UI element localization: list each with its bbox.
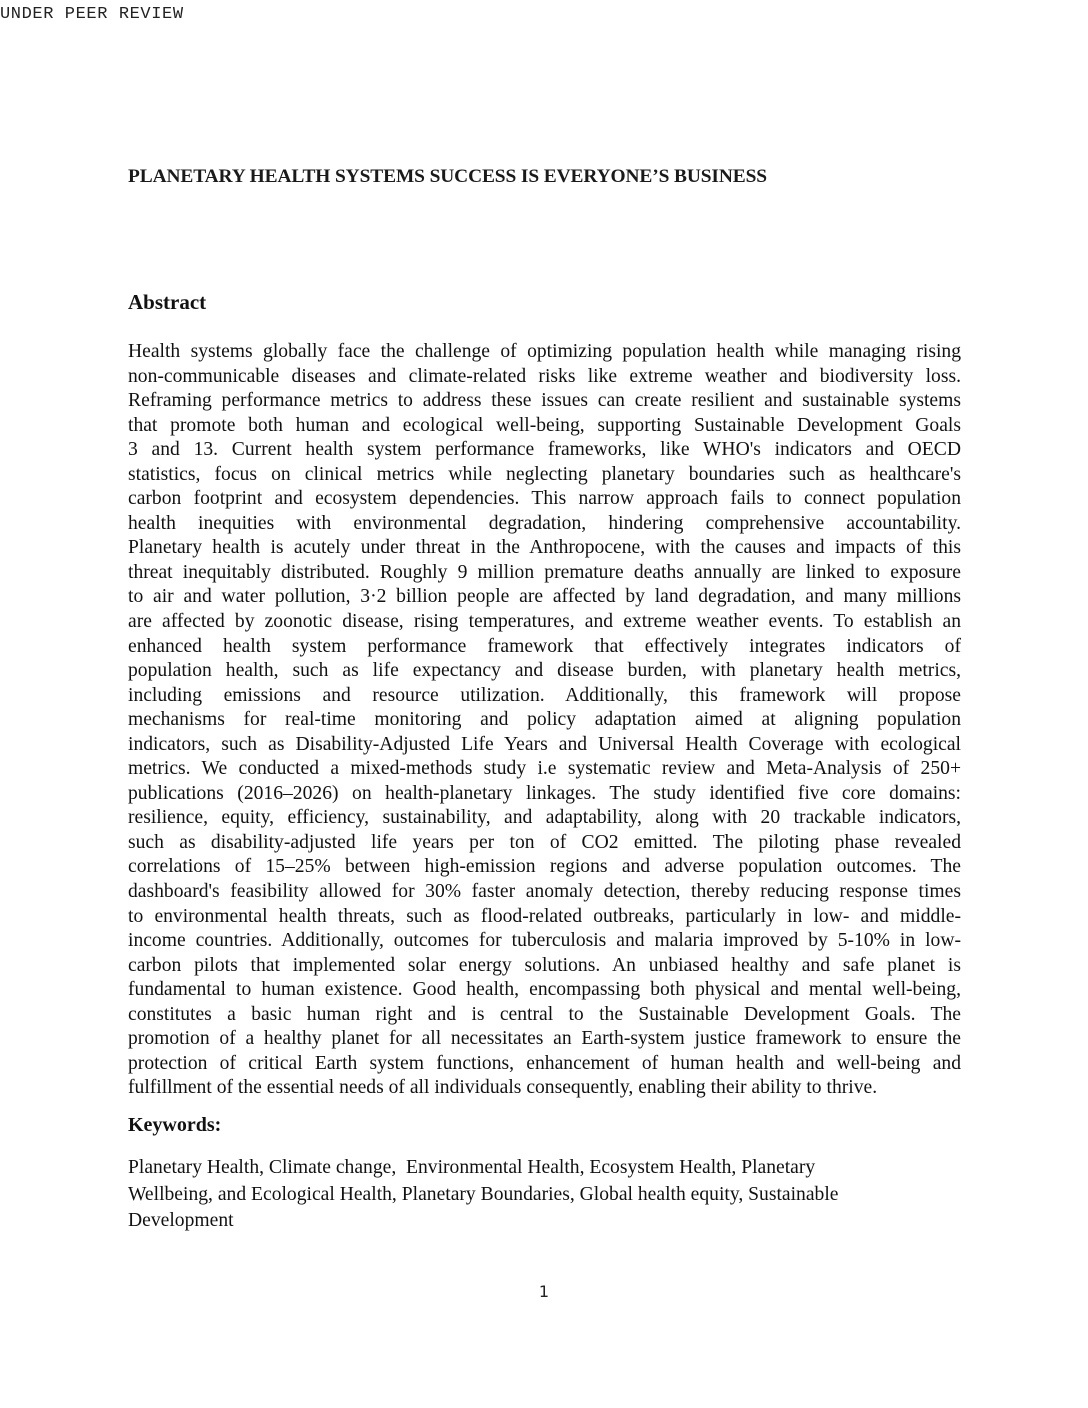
abstract-line: fulfillment of the essential needs of all individuals consequently, enabling their ability to thrive. (128, 1077, 878, 1099)
abstract-line: resilience, equity, efficiency, sustainability, and adaptability, along with 20 trackable indicators, (128, 807, 961, 829)
abstract-line: non-communicable diseases and climate-related risks like extreme weather and biodiversity loss. (128, 365, 961, 387)
keywords-line: Development (128, 1210, 234, 1231)
abstract-line: such as disability-adjusted life years per ton of CO2 emitted. The piloting phase revealed (128, 831, 961, 853)
abstract-line: including emissions and resource utilization. Additionally, this framework will propose (128, 684, 961, 706)
abstract-line: to air and water pollution, 3·2 billion people are affected by land degradation, and many millions (128, 586, 961, 608)
peer-review-watermark: UNDER PEER REVIEW (0, 5, 184, 24)
abstract-line: statistics, focus on clinical metrics while neglecting planetary boundaries such as healthcare's (128, 463, 961, 485)
abstract-body (128, 340, 961, 1101)
keywords-heading: Keywords: (128, 1114, 222, 1136)
abstract-line: correlations of 15–25% between high-emission regions and adverse population outcomes. The (128, 856, 961, 878)
abstract-line: promotion of a healthy planet for all necessitates an Earth-system justice framework to ensure the (128, 1028, 961, 1050)
keywords-line: Wellbeing, and Ecological Health, Planetary Boundaries, Global health equity, Sustainable (128, 1183, 839, 1205)
abstract-line: protection of critical Earth system functions, enhancement of human health and well-being and (128, 1052, 961, 1074)
keywords-line: Planetary Health, Climate change, Environmental Health, Ecosystem Health, Planetary (128, 1157, 816, 1178)
abstract-line: carbon pilots that implemented solar energy solutions. An unbiased healthy and safe planet is (128, 954, 961, 976)
abstract-line: dashboard's feasibility allowed for 30% faster anomaly detection, thereby reducing response times (128, 881, 961, 903)
paper-title: PLANETARY HEALTH SYSTEMS SUCCESS IS EVERYONE’S BUSINESS (128, 166, 767, 187)
abstract-line: enhanced health system performance framework that effectively integrates indicators of (128, 635, 961, 657)
abstract-line: constitutes a basic human right and is central to the Sustainable Development Goals. The (128, 1003, 961, 1025)
abstract-line: carbon footprint and ecosystem dependencies. This narrow approach fails to connect population (128, 488, 961, 510)
abstract-line: 3 and 13. Current health system performance frameworks, like WHO's indicators and OECD (128, 439, 961, 461)
abstract-line: that promote both human and ecological well-being, supporting Sustainable Development Goals (128, 414, 961, 436)
abstract-line: are affected by zoonotic disease, rising temperatures, and extreme weather events. To establish an (128, 611, 961, 633)
abstract-line: metrics. We conducted a mixed-methods study i.e systematic review and Meta-Analysis of 250+ (128, 758, 961, 780)
abstract-line: fundamental to human existence. Good health, encompassing both physical and mental well-being, (128, 979, 961, 1001)
abstract-line: income countries. Additionally, outcomes for tuberculosis and malaria improved by 5-10% in low- (128, 930, 961, 952)
abstract-line: health inequities with environmental degradation, hindering comprehensive accountability. (128, 512, 961, 534)
keywords-list (128, 1155, 928, 1235)
abstract-line: mechanisms for real-time monitoring and policy adaptation aimed at aligning population (128, 709, 961, 731)
abstract-line: Planetary health is acutely under threat in the Anthropocene, with the causes and impacts of this (128, 537, 961, 559)
abstract-heading: Abstract (128, 290, 207, 314)
abstract-line: population health, such as life expectancy and disease burden, with planetary health metrics, (128, 660, 961, 682)
abstract-line: Health systems globally face the challenge of optimizing population health while managing rising (128, 341, 961, 362)
abstract-line: threat inequitably distributed. Roughly 9 million premature deaths annually are linked to exposure (128, 561, 961, 583)
abstract-line: Reframing performance metrics to address these issues can create resilient and sustainable systems (128, 390, 961, 412)
abstract-line: publications (2016–2026) on health-planetary linkages. The study identified five core domains: (128, 782, 961, 804)
page-number: 1 (538, 1282, 550, 1301)
abstract-line: indicators, such as Disability-Adjusted Life Years and Universal Health Coverage with ecological (128, 733, 961, 755)
abstract-line: to environmental health threats, such as flood-related outbreaks, particularly in low- and middle- (128, 905, 961, 927)
